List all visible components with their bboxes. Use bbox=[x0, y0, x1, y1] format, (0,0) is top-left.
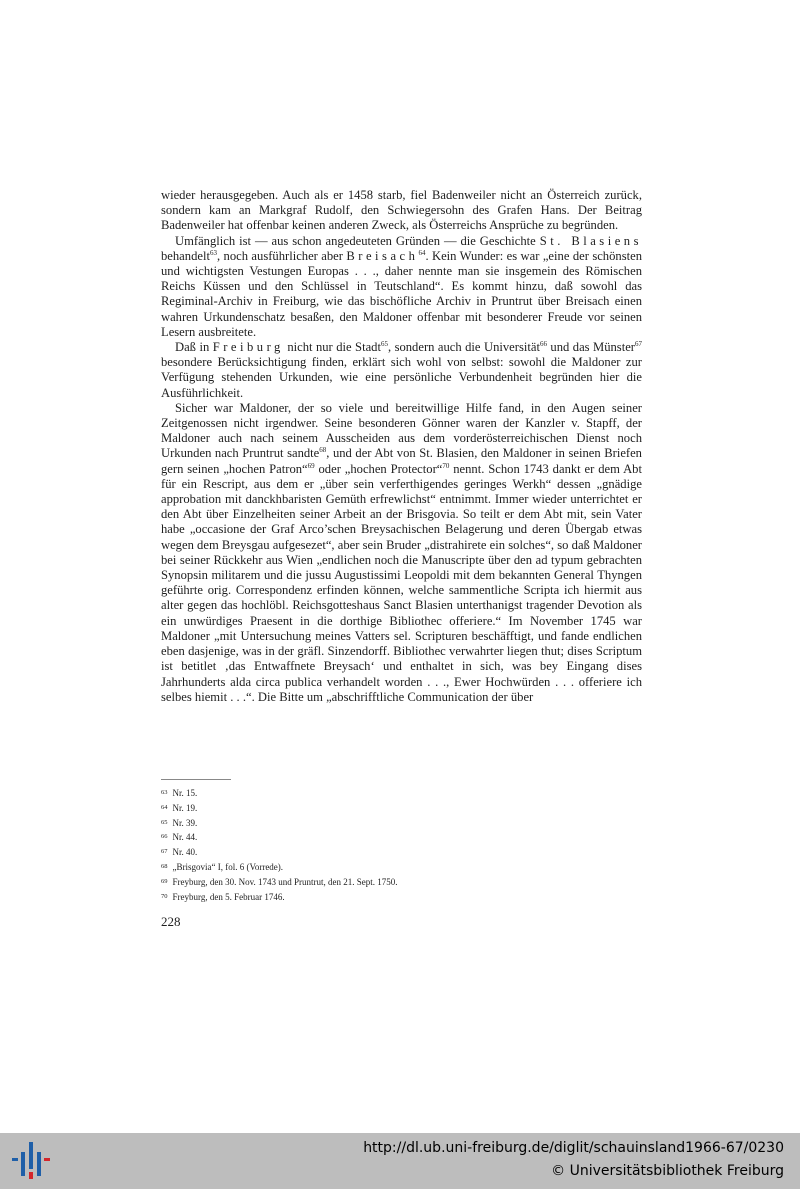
ub-freiburg-logo-icon bbox=[12, 1142, 52, 1180]
footer-bar bbox=[0, 1133, 800, 1189]
footnote bbox=[161, 786, 642, 801]
footnote-number: 63 bbox=[161, 789, 168, 796]
footnote-text: Nr. 39. bbox=[172, 817, 198, 828]
text-run: und das Münster bbox=[546, 340, 635, 355]
footnote-text: Freyburg, den 5. Februar 1746. bbox=[172, 891, 285, 902]
footnote-ref: 66 bbox=[539, 340, 547, 349]
footnote bbox=[161, 816, 642, 831]
paragraph bbox=[161, 401, 642, 705]
footnote bbox=[161, 875, 642, 890]
text-run: wieder herausgegeben. Auch als er 1458 starb, fiel Badenweiler nicht an Österreich zurück, sondern kam an Markgraf Rudolf, den Schwiegersohn des Grafen Hans. Der Beitrag Badenweiler hat offenbar keinen anderen Zweck, als Österreichs Ansprüche zu begründen. bbox=[161, 188, 642, 233]
spaced-emphasis: St. Blasiens bbox=[539, 233, 642, 248]
footnote-divider bbox=[161, 779, 231, 780]
footnote-ref: 63 bbox=[209, 248, 217, 257]
text-run: Umfänglich ist — aus schon angedeuteten Gründen — die Geschichte bbox=[175, 233, 540, 248]
spaced-emphasis: Breisach bbox=[346, 248, 419, 263]
footnote-ref: 64 bbox=[418, 248, 426, 257]
footnote-text: Nr. 19. bbox=[172, 802, 198, 813]
footnote-text: Nr. 40. bbox=[172, 847, 198, 858]
text-run: Daß in bbox=[175, 340, 213, 355]
footnote-number: 64 bbox=[161, 803, 168, 811]
text-run: Sicher war Maldoner, der so viele und bereitwillige Hilfe fand, in den Augen seiner Zeitgenossen nicht irgendwer. Seine besonderen Gönner waren der Kanzler v. Stapff, der Maldoner auch nach seinem Ausscheiden aus dem vorderösterreichischen Dienst noch Urkunden nach Pruntrut sandte bbox=[161, 400, 642, 461]
footnote bbox=[161, 845, 642, 860]
footnote bbox=[161, 890, 642, 905]
footnote-text: Nr. 44. bbox=[172, 832, 198, 843]
footnote-text: Freyburg, den 30. Nov. 1743 und Pruntrut, den 21. Sept. 1750. bbox=[172, 876, 398, 887]
text-run: besondere Berücksichtigung finden, erklärt sich wohl von selbst: sowohl die Maldoner zur Verfügung stehenden Urkunden, wie eine persönliche Verbundenheit begründen hier die Ausführlichkeit. bbox=[161, 355, 642, 400]
footnote-number: 67 bbox=[161, 848, 168, 856]
footnote-number: 70 bbox=[161, 892, 168, 900]
footnote-number: 68 bbox=[161, 862, 168, 870]
footnote-ref: 67 bbox=[635, 340, 642, 349]
footnote-number: 66 bbox=[161, 833, 168, 841]
footnote bbox=[161, 830, 642, 845]
footer-url[interactable]: http://dl.ub.uni-freiburg.de/diglit/schauinsland1966-67/0230 bbox=[363, 1140, 784, 1156]
text-run: , sondern auch die Universität bbox=[387, 340, 540, 355]
spaced-emphasis: Freiburg bbox=[212, 340, 284, 355]
footnote bbox=[161, 801, 642, 816]
footnote bbox=[161, 860, 642, 875]
paragraph bbox=[161, 188, 642, 234]
paragraph bbox=[161, 234, 642, 340]
footnote-number: 69 bbox=[161, 877, 168, 885]
text-run: behandelt bbox=[161, 248, 210, 263]
footnote-ref: 69 bbox=[307, 461, 315, 470]
footnotes bbox=[161, 786, 642, 904]
paragraph bbox=[161, 340, 642, 401]
footer-copyright: © Universitätsbibliothek Freiburg bbox=[551, 1163, 784, 1179]
page-number: 228 bbox=[161, 914, 181, 929]
footnote-number: 65 bbox=[161, 818, 168, 826]
text-run: , und der Abt von St. Blasien, den Maldoner in seinen Briefen gern seinen „hochen Patron“ bbox=[161, 446, 642, 476]
footnote-text: Nr. 15. bbox=[172, 788, 198, 798]
text-run: oder „hochen Protector“ bbox=[314, 461, 443, 476]
body-text bbox=[161, 188, 642, 705]
text-run: nicht nur die Stadt bbox=[283, 340, 381, 355]
text-run: , noch ausführlicher aber bbox=[216, 248, 347, 263]
footnote-ref: 70 bbox=[442, 461, 450, 470]
text-run: . Kein Wunder: es war „eine der schönsten und wichtigsten Vestungen Europas . . ., daher nennte man sie insgemein des Römischen Reichs Küssen und den Schlüssel in Teutschland“. Es kommt hinzu, daß sowohl das Regiminal-Archiv in Freiburg, wie das bischöfliche Archiv in Pruntrut über Breisach einen wahren Urkundenschatz besaßen, den Maldoner offenbar mit besonderer Freude vor seinen Lesern ausbreitete. bbox=[161, 248, 642, 339]
text-run: nennt. Schon 1743 dankt er dem Abt für ein Rescript, aus dem er „über sein verferthigendes geringes Werkh“ dessen „gnädige approbation mit danckhbaristen Gemüth erfrewlichst“ entnimmt. Immer wieder unterrichtet er den Abt über Einzelheiten seiner Arbeit an der Brisgovia. So teilt er dem Abt mit, sein Vater habe „occasione der Graf Arco’schen Breysachischen Belagerung und deren Übergab etwas wegen dem Breysgau aufgesezet“, aber sein Bruder „distrahirete ein solches“, so daß Maldoner bei seiner Rückkehr aus Wien „endlichen noch die Manuscripte über den ad typum gebrachten Synopsin militarem und die jussu Augustissimi Leopoldi mit dem bekannten General Thyngen geführte orig. Correspondenz erfinden können, welche sammentliche Scripta ich hiermit aus alter gegen das hochlöbl. Reichsgotteshaus Sanct Blasien unterthanigst tragender Devotion als ein unwürdiges Praesent in die dorthige Bibliothec offeriere.“ Im November 1745 war Maldoner „mit Untersuchung meines Vatters sel. Scripturen beschäfftigt, und fande endlichen eben dasjenige, was in der gräfl. Sinzendorff. Bibliothec verwahrter liegen thut; dises Scriptum ist betitlet ‚das Entwaffnete Breysach‘ und enthaltet in sich, was bey Eingang dises Jahrhunderts alda circa publica verhandelt worden . . ., Ewer Hochwürden . . . offeriere ich selbes hiemit . . .“. Die Bitte um „abschrifftliche Communication der über bbox=[161, 461, 642, 704]
footnote-text: „Brisgovia“ I, fol. 6 (Vorrede). bbox=[172, 861, 284, 872]
footnote-ref: 65 bbox=[380, 340, 388, 349]
footnote-ref: 68 bbox=[319, 446, 327, 455]
